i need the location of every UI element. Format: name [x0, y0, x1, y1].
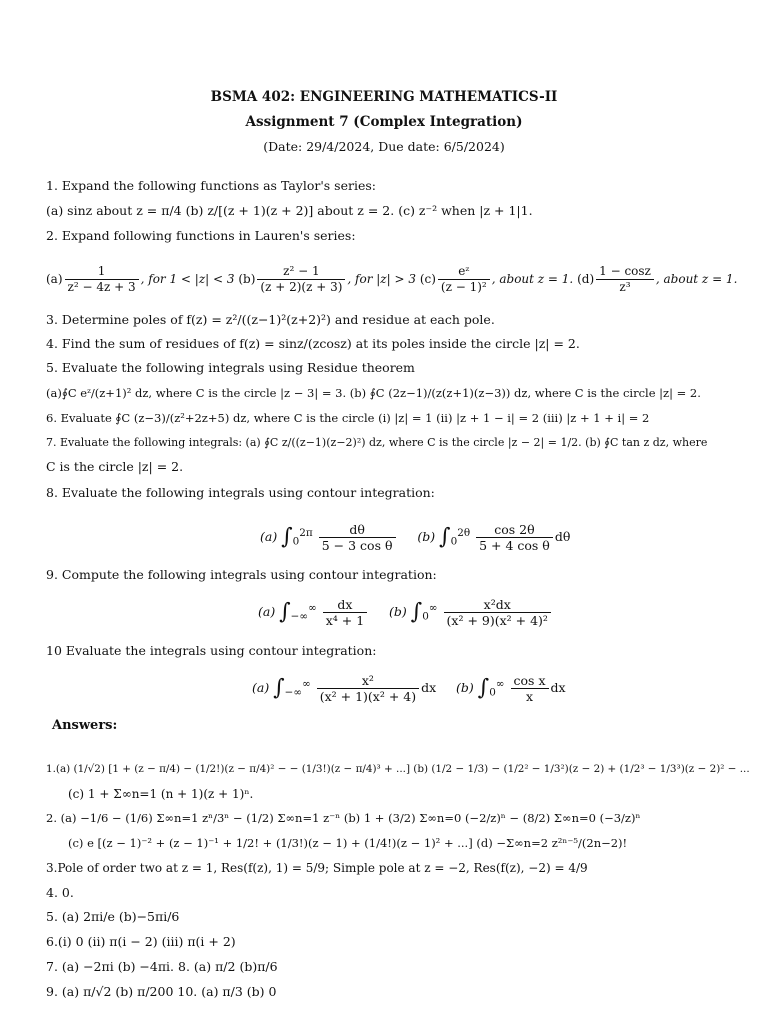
q10b-lower-limit: 0 — [489, 686, 496, 699]
q9b-label: (b) — [389, 604, 407, 619]
q10b-tail: dx — [550, 680, 566, 695]
q2b-denominator: (z + 2)(z + 3) — [260, 280, 343, 294]
question-4: 4. Find the sum of residues of f(z) = sinz/(zcosz) at its poles inside the circle |z| = 2. — [46, 336, 580, 351]
q8b-integral-sign: ∫ — [439, 524, 451, 550]
q9a-lower-limit: −∞ — [290, 610, 309, 623]
q8a-fraction — [319, 522, 396, 553]
q10b-upper-limit: ∞ — [495, 677, 505, 690]
answer-9-10: 9. (a) π/√2 (b) π/200 10. (a) π/3 (b) 0 — [46, 984, 277, 999]
q8b-upper-limit: 2θ — [457, 526, 471, 539]
q2c-fraction — [438, 264, 490, 295]
q8a-lower-limit: 0 — [292, 535, 300, 548]
q8a-denominator: 5 − 3 cos θ — [321, 538, 393, 553]
q8b-denominator: 5 + 4 cos θ — [479, 538, 550, 553]
q9b-lower-limit: 0 — [422, 610, 429, 623]
q9b-upper-limit: ∞ — [428, 601, 438, 614]
q10a-denominator: (x² + 1)(x² + 4) — [319, 689, 417, 704]
q9b-fraction — [444, 597, 551, 628]
question-9: 9. Compute the following integrals using contour integration: — [46, 567, 437, 582]
question-5-parts: (a)∮C eᶻ/(z+1)² dz, where C is the circle |z − 3| = 3. (b) ∮C (2z−1)/(z(z+1)(z−3)) dz, where C is the circle |z| = 2. — [46, 386, 701, 400]
q8b-tail: dθ — [554, 529, 571, 544]
question-10-integrals — [252, 673, 566, 704]
question-1: 1. Expand the following functions as Taylor's series: — [46, 178, 376, 193]
q2d-fraction — [596, 264, 654, 295]
q10a-tail: dx — [421, 680, 437, 695]
q10b-integral-sign: ∫ — [477, 675, 490, 701]
q10a-upper-limit: ∞ — [302, 677, 311, 690]
q9b-integral-sign: ∫ — [410, 599, 423, 625]
q10a-label: (a) — [252, 680, 270, 695]
answer-5: 5. (a) 2πi/e (b)−5πi/6 — [46, 909, 180, 924]
q10b-denominator: x — [525, 689, 534, 704]
q8a-numerator: dθ — [319, 522, 396, 538]
q2d-numerator: 1 − cosz — [596, 264, 654, 280]
q2b-numerator: z² − 1 — [257, 264, 345, 280]
q2d-denominator: z³ — [619, 280, 631, 294]
q8a-label: (a) — [260, 529, 278, 544]
q10a-numerator: x² — [317, 673, 419, 689]
answer-7-8: 7. (a) −2πi (b) −4πi. 8. (a) π/2 (b)π/6 — [46, 959, 278, 974]
q9b-denominator: (x² + 9)(x² + 4)² — [446, 613, 548, 628]
q2c-label: (c) — [419, 272, 436, 286]
answers-heading: Answers: — [52, 718, 118, 733]
question-7: 7. Evaluate the following integrals: (a) ∮C z/((z−1)(z−2)²) dz, where C is the circle |z − 2| = 1/2. (b) ∮C tan z dz, where — [46, 436, 708, 449]
q2a-denominator: z² − 4z + 3 — [67, 280, 136, 294]
question-8-integrals — [260, 522, 570, 553]
answer-1ab: 1.(a) (1/√2) [1 + (z − π/4) − (1/2!)(z − π/4)² − − (1/3!)(z − π/4)³ + ...] (b) (1/2 − 1/3) − (1/2² − 1/3²)(z − 2) + (1/2³ − 1/3³)(z − 2)² − ... — [46, 763, 750, 775]
question-1-parts: (a) sinz about z = π/4 (b) z/[(z + 1)(z + 2)] about z = 2. (c) z⁻² when |z + 1|1. — [46, 203, 533, 218]
q9a-label: (a) — [258, 604, 276, 619]
q2a-label: (a) — [46, 272, 63, 286]
q9b-numerator: x²dx — [444, 597, 551, 613]
q2b-condition: , for |z| > 3 — [347, 272, 416, 286]
q2b-label: (b) — [238, 272, 256, 286]
q10a-fraction — [317, 673, 419, 704]
answer-4: 4. 0. — [46, 885, 74, 900]
q9a-upper-limit: ∞ — [308, 601, 317, 614]
q10a-integral-sign: ∫ — [273, 675, 285, 701]
answer-2ab: 2. (a) −1/6 − (1/6) Σ∞n=1 zⁿ/3ⁿ − (1/2) Σ∞n=1 z⁻ⁿ (b) 1 + (3/2) Σ∞n=0 (−2/z)ⁿ − (8/2) Σ∞n=0 (−3/z)ⁿ — [46, 811, 641, 825]
q8b-numerator: cos 2θ — [476, 522, 553, 538]
q2a-numerator: 1 — [65, 264, 139, 280]
q10a-lower-limit: −∞ — [284, 686, 303, 699]
q8a-integral-sign: ∫ — [281, 524, 293, 550]
q9a-fraction — [323, 597, 367, 628]
question-2-series-line — [46, 264, 737, 295]
question-3: 3. Determine poles of f(z) = z²/((z−1)²(z+2)²) and residue at each pole. — [46, 312, 495, 327]
q8b-label: (b) — [417, 529, 436, 544]
q2d-condition: , about z = 1. — [655, 272, 738, 286]
q9a-denominator: x⁴ + 1 — [325, 613, 365, 628]
q9a-numerator: dx — [323, 597, 367, 613]
answer-3: 3.Pole of order two at z = 1, Res(f(z), 1) = 5/9; Simple pole at z = −2, Res(f(z), −2) = 4/9 — [46, 861, 588, 875]
answer-2cd: (c) e [(z − 1)⁻² + (z − 1)⁻¹ + 1/2! + (1/3!)(z − 1) + (1/4!)(z − 1)² + ...] (d) −Σ∞n=2 z²ⁿ⁻⁵/(2n−2)! — [68, 836, 628, 850]
question-7-continued: C is the circle |z| = 2. — [46, 459, 184, 474]
question-9-integrals — [258, 597, 553, 628]
question-6: 6. Evaluate ∮C (z−3)/(z²+2z+5) dz, where C is the circle (i) |z| = 1 (ii) |z + 1 − i| = 2 (iii) |z + 1 + i| = 2 — [46, 411, 650, 425]
question-10: 10 Evaluate the integrals using contour integration: — [46, 643, 377, 658]
q10b-fraction — [511, 673, 549, 704]
q2a-condition: , for 1 < |z| < 3 — [140, 272, 235, 286]
answer-6: 6.(i) 0 (ii) π(i − 2) (iii) π(i + 2) — [46, 934, 236, 949]
q2c-denominator: (z − 1)² — [440, 280, 487, 294]
assignment-title: Assignment 7 (Complex Integration) — [245, 114, 523, 130]
assignment-dates: (Date: 29/4/2024, Due date: 6/5/2024) — [263, 139, 505, 154]
course-title: BSMA 402: ENGINEERING MATHEMATICS-II — [210, 89, 558, 105]
question-8: 8. Evaluate the following integrals using contour integration: — [46, 485, 435, 500]
question-2: 2. Expand following functions in Lauren's series: — [46, 228, 356, 243]
q10b-numerator: cos x — [511, 673, 549, 689]
q8a-upper-limit: 2π — [299, 526, 313, 539]
q8b-lower-limit: 0 — [450, 535, 458, 548]
q8b-fraction — [476, 522, 553, 553]
q2c-numerator: eᶻ — [438, 264, 490, 280]
q2d-label: (d) — [577, 272, 595, 286]
q9a-integral-sign: ∫ — [279, 599, 291, 625]
question-5: 5. Evaluate the following integrals using Residue theorem — [46, 360, 415, 375]
q2a-fraction — [65, 264, 139, 295]
q2b-fraction — [257, 264, 345, 295]
q10b-label: (b) — [456, 680, 474, 695]
answer-1c: (c) 1 + Σ∞n=1 (n + 1)(z + 1)ⁿ. — [68, 787, 254, 801]
q2c-condition: , about z = 1. — [491, 272, 574, 286]
